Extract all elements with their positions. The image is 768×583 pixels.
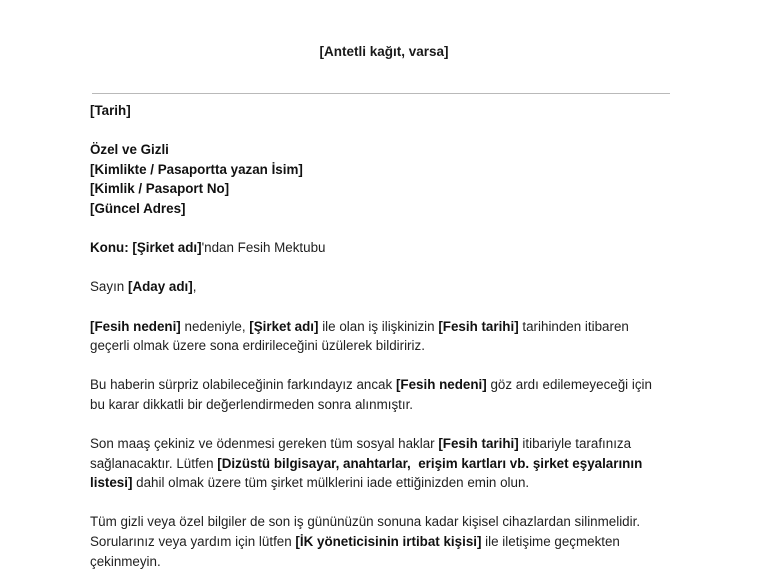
- paragraph-text: Tüm gizli veya özel bilgiler de son iş gününüzün sonuna kadar kişisel cihazlardan silinmelidir.: [90, 514, 641, 530]
- paragraph-text: ile olan iş ilişkinizin: [318, 318, 439, 334]
- paragraph-text: itibariyle tarafınıza: [518, 436, 632, 452]
- paragraph-final-pay-and-property: [90, 434, 690, 493]
- termination-reason-placeholder: [Fesih nedeni]: [395, 377, 487, 393]
- candidate-name-placeholder: [Aday adı]: [127, 279, 193, 295]
- hr-contact-placeholder: [İK yöneticisinin irtibat kişisi]: [295, 534, 482, 550]
- spacer: [90, 415, 690, 435]
- paragraph-text: sağlanacaktır. Lütfen: [90, 455, 218, 471]
- paragraph-text: dahil olmak üzere tüm şirket mülklerini iade ettiğinizden emin olun.: [132, 475, 530, 491]
- paragraph-text: göz ardı edilemeyeceği için: [486, 377, 652, 393]
- paragraph-text: Bu haberin sürpriz olabileceğinin farkındayız ancak: [90, 377, 396, 393]
- spacer: [90, 297, 690, 317]
- paragraph-text: tarihinden itibaren: [518, 318, 629, 334]
- letter-body: [90, 101, 690, 571]
- spacer: [90, 121, 690, 141]
- paragraph-text: geçerli olmak üzere sona erdirileceğini üzülerek bildiririz.: [90, 338, 425, 354]
- company-property-list-placeholder: [Dizüstü bilgisayar, anahtarlar, erişim kartları vb. şirket eşyalarının: [217, 455, 643, 471]
- salutation-line: [90, 277, 690, 297]
- spacer: [90, 493, 690, 513]
- date-placeholder: [Tarih]: [90, 103, 131, 118]
- salutation-prefix: Sayın: [90, 279, 125, 295]
- recipient-block: [90, 140, 690, 218]
- paragraph-text: Son maaş çekiniz ve ödenmesi gereken tüm sosyal haklar: [90, 436, 439, 452]
- paragraph-text: bu karar dikkatli bir değerlendirmeden sonra alınmıştır.: [90, 396, 414, 412]
- recipient-address-placeholder: [Güncel Adres]: [90, 200, 186, 216]
- recipient-id-placeholder: [Kimlik / Pasaport No]: [90, 181, 230, 197]
- paragraph-text: ile iletişime geçmekten: [481, 534, 620, 550]
- termination-reason-placeholder: [Fesih nedeni]: [90, 318, 181, 334]
- paragraph-termination-notice: [90, 317, 690, 356]
- company-property-list-placeholder-end: listesi]: [90, 475, 133, 491]
- header-divider: [92, 93, 670, 94]
- date-line: [90, 101, 690, 121]
- paragraph-data-and-contact: [90, 512, 690, 571]
- company-name-placeholder: [Şirket adı]: [249, 318, 319, 334]
- subject-line: [90, 238, 690, 258]
- paragraph-text: nedeniyle,: [180, 318, 250, 334]
- paragraph-text: çekinmeyin.: [90, 553, 161, 569]
- subject-company-placeholder: [Şirket adı]: [132, 240, 202, 256]
- recipient-name-placeholder: [Kimlikte / Pasaportta yazan İsim]: [90, 161, 303, 177]
- salutation-suffix: ,: [192, 279, 197, 295]
- paragraph-text: Sorularınız veya yardım için lütfen: [90, 534, 296, 550]
- spacer: [90, 356, 690, 376]
- spacer: [90, 219, 690, 239]
- subject-label: Konu:: [90, 240, 129, 256]
- paragraph-decision-explanation: [90, 375, 690, 414]
- subject-text: 'ndan Fesih Mektubu: [201, 240, 326, 256]
- confidential-label: Özel ve Gizli: [90, 142, 169, 158]
- spacer: [90, 258, 690, 278]
- termination-date-placeholder: [Fesih tarihi]: [438, 318, 519, 334]
- termination-date-placeholder: [Fesih tarihi]: [438, 436, 519, 452]
- letterhead-placeholder: [Antetli kağıt, varsa]: [319, 44, 449, 59]
